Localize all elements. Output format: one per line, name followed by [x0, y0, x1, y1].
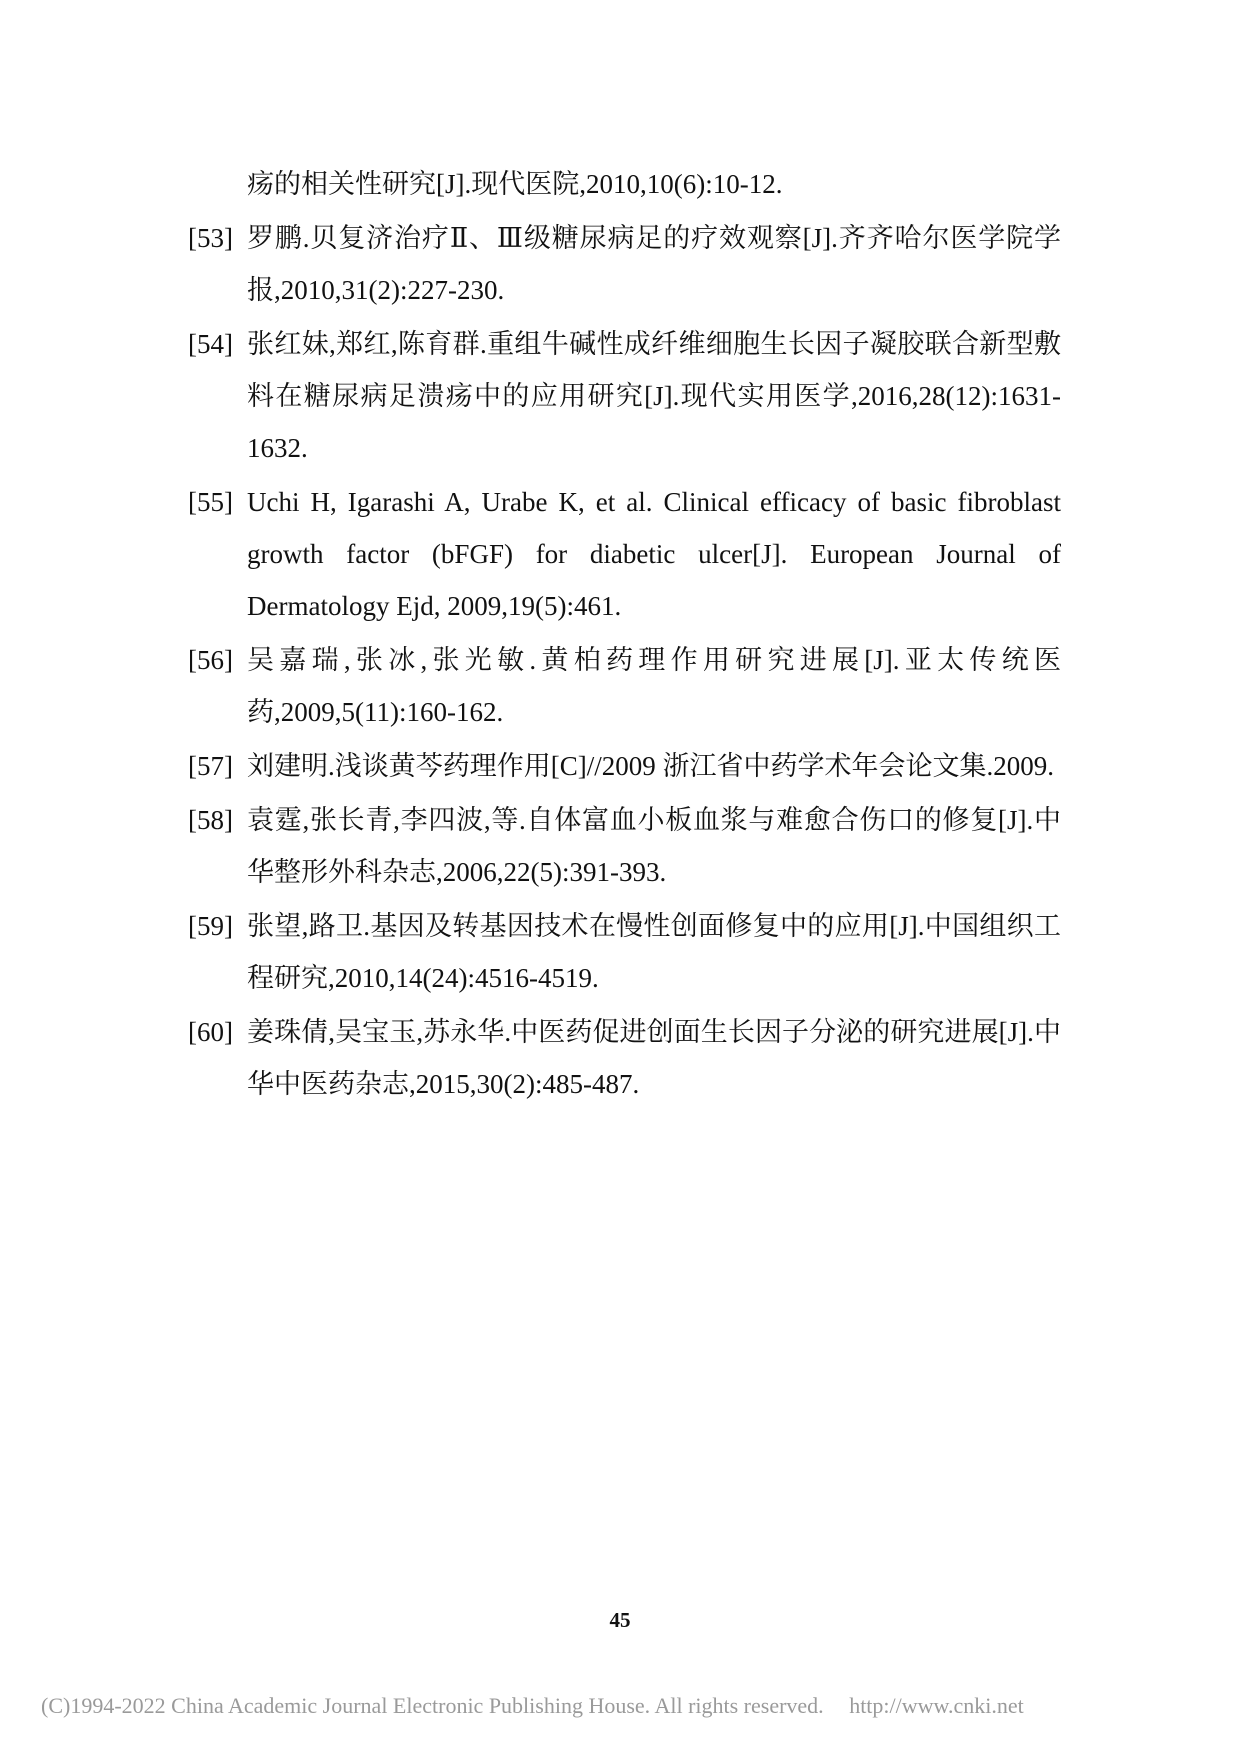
reference-text: 张红妹,郑红,陈育群.重组牛碱性成纤维细胞生长因子凝胶联合新型敷料在糖尿病足溃疡中的应用研究[J].现代实用医学,2016,28(12):1631-1632. — [247, 329, 1061, 463]
footer-url: http://www.cnki.net — [849, 1693, 1024, 1718]
reference-number: [59] — [188, 911, 233, 941]
reference-number: [55] — [188, 487, 233, 517]
reference-text: 姜珠倩,吴宝玉,苏永华.中医药促进创面生长因子分泌的研究进展[J].中华中医药杂志,2015,30(2):485-487. — [247, 1017, 1061, 1099]
reference-text: 疡的相关性研究[J].现代医院,2010,10(6):10-12. — [247, 169, 783, 199]
reference-number: [60] — [188, 1017, 233, 1047]
reference-item-58 — [188, 794, 1061, 898]
reference-text: Uchi H, Igarashi A, Urabe K, et al. Clinical efficacy of basic fibroblast growth factor (bFGF) for diabetic ulcer[J]. European Journal of Dermatology Ejd, 2009,19(5):461. — [247, 487, 1061, 621]
reference-item-59 — [188, 900, 1061, 1004]
reference-text: 刘建明.浅谈黄芩药理作用[C]//2009 浙江省中药学术年会论文集.2009. — [247, 751, 1054, 781]
reference-item-57 — [188, 740, 1061, 792]
copyright-text: (C)1994-2022 China Academic Journal Electronic Publishing House. All rights reserved. — [41, 1693, 824, 1718]
reference-text: 张望,路卫.基因及转基因技术在慢性创面修复中的应用[J].中国组织工程研究,2010,14(24):4516-4519. — [247, 911, 1061, 993]
reference-item-60 — [188, 1006, 1061, 1110]
reference-list — [188, 158, 1061, 1110]
reference-text: 袁霆,张长青,李四波,等.自体富血小板血浆与难愈合伤口的修复[J].中华整形外科杂志,2006,22(5):391-393. — [247, 805, 1061, 887]
reference-item-56 — [188, 634, 1061, 738]
reference-number: [58] — [188, 805, 233, 835]
reference-number: [57] — [188, 751, 233, 781]
reference-number: [53] — [188, 223, 233, 253]
reference-item-55 — [188, 476, 1061, 632]
reference-text: 罗鹏.贝复济治疗Ⅱ、Ⅲ级糖尿病足的疗效观察[J].齐齐哈尔医学院学报,2010,31(2):227-230. — [247, 223, 1061, 305]
reference-item-52-continued — [188, 158, 1061, 210]
reference-item-54 — [188, 318, 1061, 474]
reference-item-53 — [188, 212, 1061, 316]
reference-text: 吴嘉瑞,张冰,张光敏.黄柏药理作用研究进展[J].亚太传统医药,2009,5(11):160-162. — [247, 645, 1061, 727]
page-number: 45 — [609, 1608, 631, 1632]
reference-number: [54] — [188, 329, 233, 359]
copyright-footer — [41, 1693, 1024, 1719]
reference-number: [56] — [188, 645, 233, 675]
